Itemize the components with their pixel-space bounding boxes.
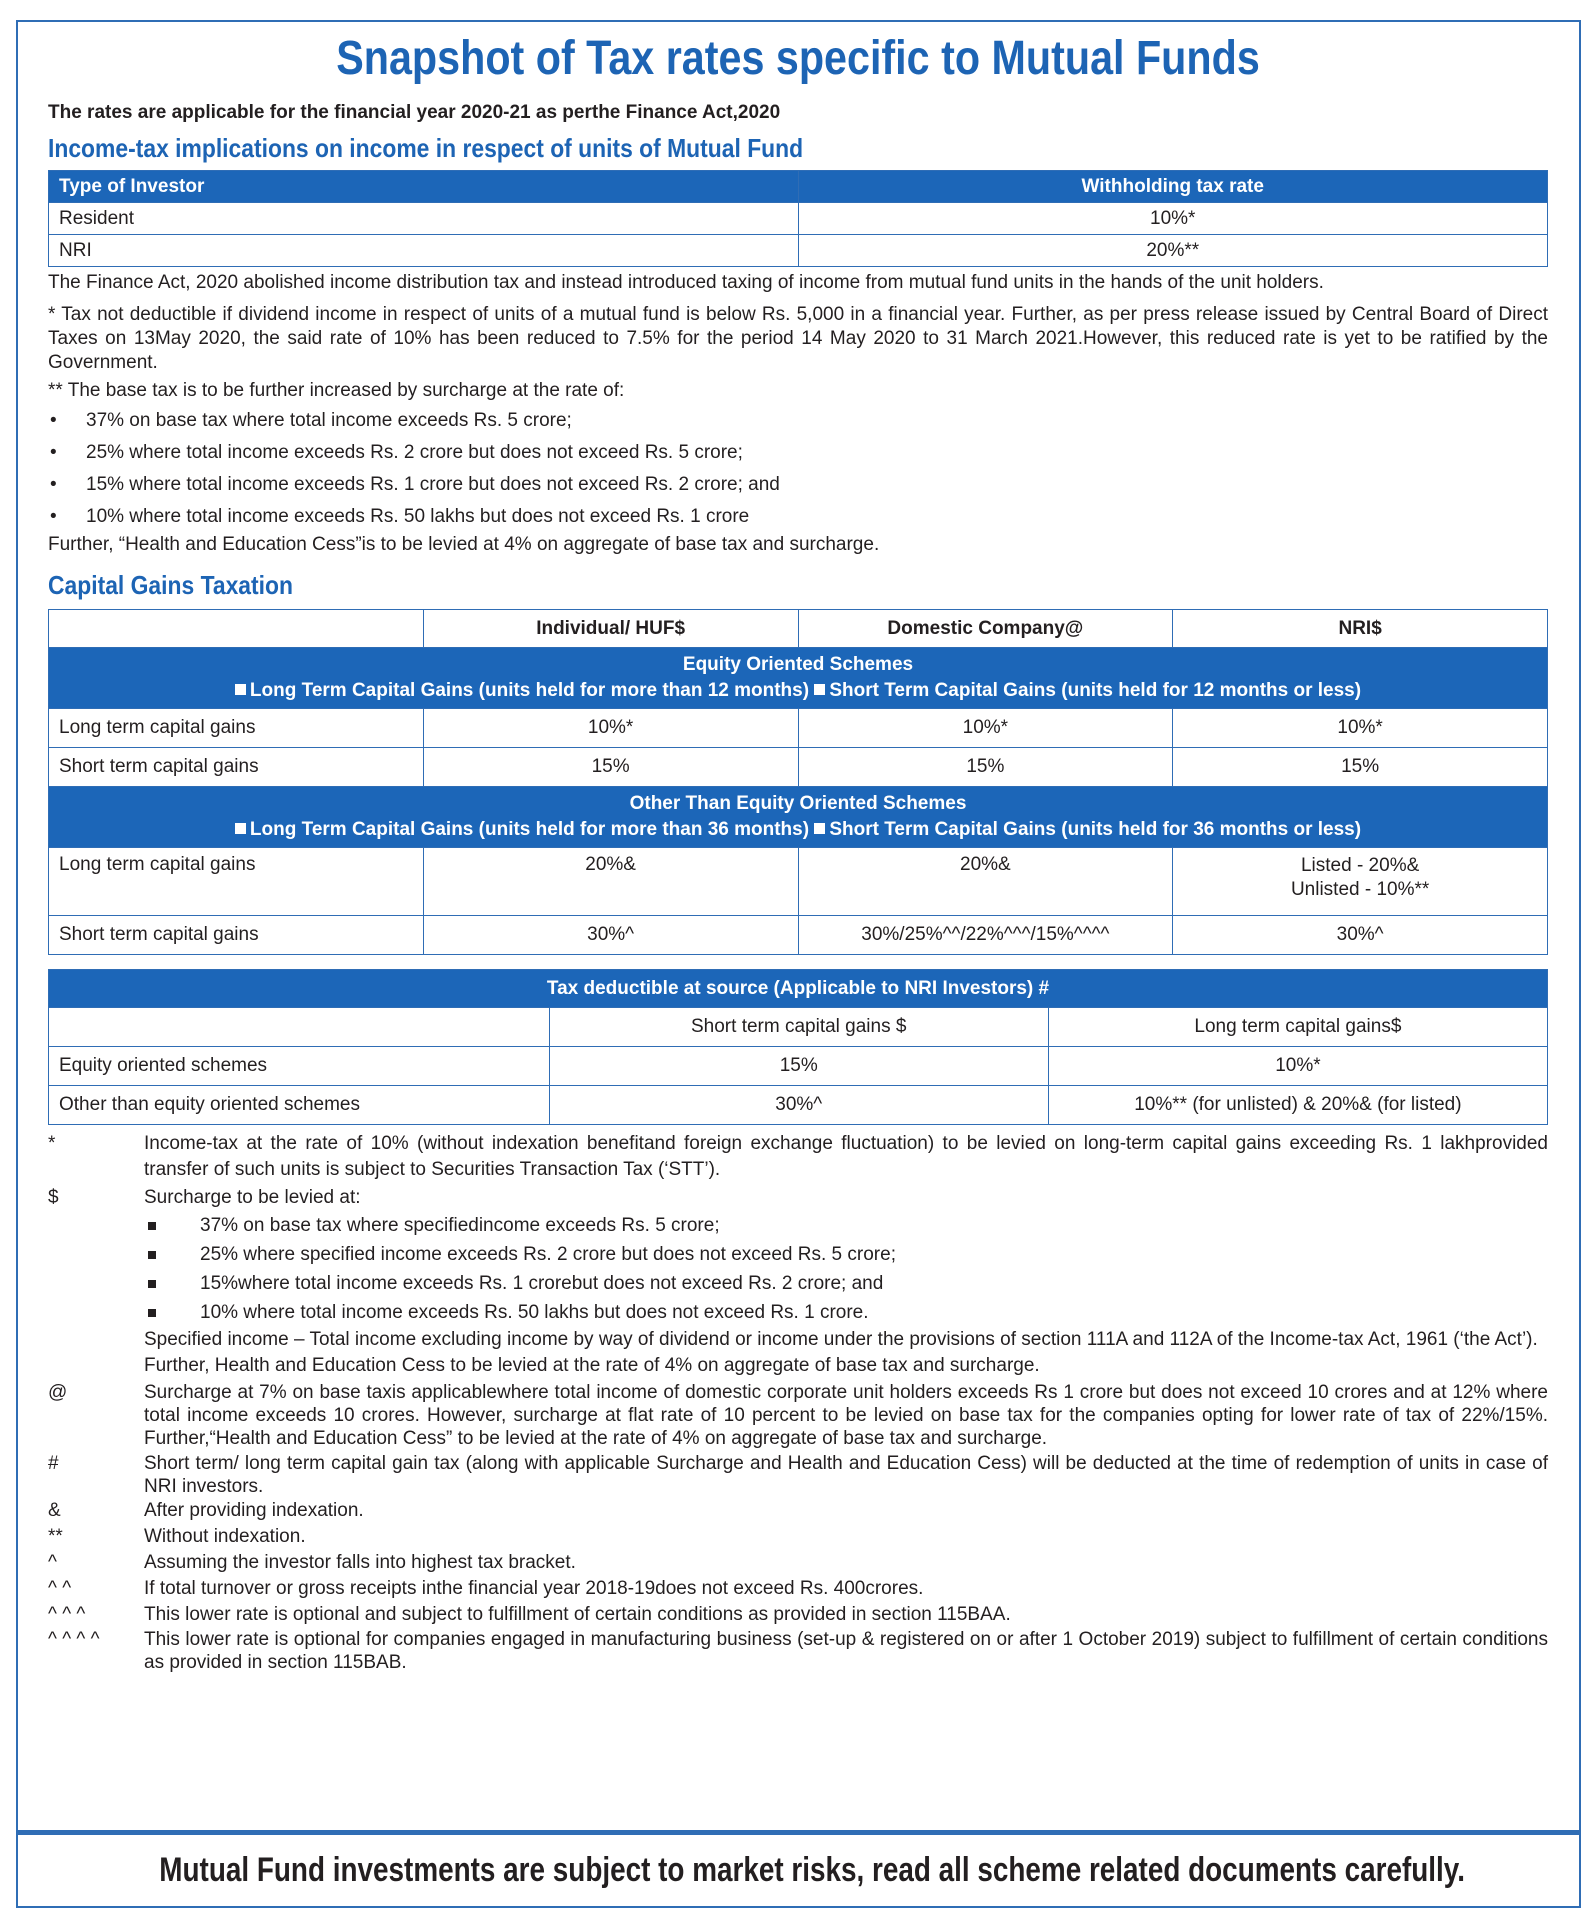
table-row — [49, 235, 1548, 267]
table-row — [49, 748, 1548, 787]
cell-ltcg: 10%* — [1048, 1047, 1547, 1086]
other-stcg-definition: Short Term Capital Gains (units held for 36 months or less) — [829, 819, 1362, 840]
disclaimer: Mutual Fund investments are subject to market risks, read all scheme related documents carefully. — [159, 1851, 1465, 1889]
cell-company: 15% — [798, 748, 1173, 787]
footnote-hash — [48, 1452, 1548, 1498]
footnotes — [48, 1131, 1548, 1674]
row-label: Short term capital gains — [49, 748, 424, 787]
equity-schemes-title: Equity Oriented Schemes — [682, 654, 914, 675]
capital-gains-table — [48, 609, 1548, 955]
surcharge-list — [48, 405, 1548, 533]
cell-individual: 15% — [423, 748, 798, 787]
section-heading-capital-gains: Capital Gains Taxation — [48, 570, 293, 600]
square-bullet-icon — [148, 1222, 156, 1230]
cell-rate: 20%** — [798, 235, 1548, 267]
page-subtitle: The rates are applicable for the financial year 2020-21 as perthe Finance Act,2020 — [48, 102, 781, 123]
footnote-symbol: $ — [48, 1187, 59, 1208]
table-row — [49, 1047, 1548, 1086]
footnote-star — [48, 1131, 1548, 1183]
withholding-table — [48, 170, 1548, 267]
col-header-individual: Individual/ HUF$ — [423, 610, 798, 648]
cell-individual: 20%& — [423, 848, 798, 916]
footnote-text: Assuming the investor falls into highest tax bracket. — [144, 1552, 576, 1573]
footnote-caret-1 — [48, 1550, 1548, 1576]
footnote-text: Surcharge at 7% on base taxis applicablewhere total income of domestic corporate unit holders exceeds Rs 1 crore but does not exceed 10 crores and at 12% where total income exceeds 10 crores. However, surcharge at flat rate of 10 percent to be levied on base tax for the companies opting for lower rate of tax of 22%/15%. Further,“Health and Education Cess” to be levied at the rate of 4% on aggregate of base tax and surcharge. — [144, 1382, 1548, 1449]
cell-ltcg: 10%** (for unlisted) & 20%& (for listed) — [1048, 1086, 1547, 1125]
cell-nri: 30%^ — [1173, 916, 1548, 955]
note-health-cess: Further, “Health and Education Cess”is to be levied at 4% on aggregate of base tax and surcharge. — [48, 534, 880, 555]
footnote-symbol: ^ ^ ^ — [48, 1604, 86, 1625]
footnote-symbol: # — [48, 1453, 59, 1474]
col-header-type-of-investor: Type of Investor — [49, 171, 799, 203]
footnote-caret-2 — [48, 1576, 1548, 1602]
footnote-symbol: ** — [48, 1526, 63, 1547]
nri-listed-rate: Listed - 20%& — [1300, 855, 1420, 876]
footnote-symbol: ^ — [48, 1552, 57, 1573]
footnote-text: Without indexation. — [144, 1526, 306, 1547]
cell-rate: 10%* — [798, 203, 1548, 235]
col-header-company: Domestic Company@ — [798, 610, 1173, 648]
col-header-stcg: Short term capital gains $ — [549, 1008, 1048, 1047]
list-item: • 25% where total income exceeds Rs. 2 crore but does not exceed Rs. 5 crore; — [48, 437, 1548, 469]
cell-investor-type: Resident — [49, 203, 799, 235]
footnote-surcharge-list — [144, 1211, 1548, 1327]
table-row — [49, 848, 1548, 916]
list-item: 15%where total income exceeds Rs. 1 crorebut does not exceed Rs. 2 crore; and — [144, 1269, 1548, 1298]
square-bullet-icon — [235, 684, 246, 695]
cell-stcg: 30%^ — [549, 1086, 1048, 1125]
cell-company: 10%* — [798, 709, 1173, 748]
footnote-text: Income-tax at the rate of 10% (without indexation benefitand foreign exchange fluctuation) to be levied on long-term capital gains exceeding Rs. 1 lakhprovided transfer of such units is subject to Securities Transaction Tax (‘STT’). — [144, 1133, 1548, 1180]
row-label: Long term capital gains — [49, 709, 424, 748]
footnote-symbol: ^ ^ ^ ^ — [48, 1629, 100, 1650]
list-item: • 10% where total income exceeds Rs. 50 lakhs but does not exceed Rs. 1 crore — [48, 501, 1548, 533]
note-finance-act: The Finance Act, 2020 abolished income distribution tax and instead introduced taxing of income from mutual fund units in the hands of the unit holders. — [48, 272, 1324, 293]
square-bullet-icon — [814, 823, 825, 834]
equity-stcg-definition: Short Term Capital Gains (units held for 12 months or less) — [829, 680, 1362, 701]
footnote-text: This lower rate is optional and subject to fulfillment of certain conditions as provided in section 115BAA. — [144, 1604, 1011, 1625]
other-schemes-banner — [49, 787, 1548, 848]
footnote-further — [48, 1353, 1548, 1379]
note-base-tax-surcharge: ** The base tax is to be further increased by surcharge at the rate of: — [48, 380, 625, 401]
row-label: Other than equity oriented schemes — [49, 1086, 550, 1125]
footnote-symbol: ^ ^ — [48, 1578, 72, 1599]
table-row — [49, 203, 1548, 235]
bullet-icon: • — [50, 410, 57, 431]
footnote-dollar — [48, 1185, 1548, 1211]
footnote-text: Short term/ long term capital gain tax (along with applicable Surcharge and Health and Education Cess) will be deducted at the time of redemption of units in case of NRI investors. — [144, 1453, 1548, 1497]
col-header-withholding-rate: Withholding tax rate — [798, 171, 1548, 203]
square-bullet-icon — [148, 1280, 156, 1288]
table-row — [49, 1086, 1548, 1125]
square-bullet-icon — [148, 1309, 156, 1317]
table-row — [49, 916, 1548, 955]
equity-schemes-banner — [49, 648, 1548, 709]
footnote-double-star — [48, 1524, 1548, 1550]
footnote-text: After providing indexation. — [144, 1500, 364, 1521]
list-item: • 37% on base tax where total income exceeds Rs. 5 crore; — [48, 405, 1548, 437]
square-bullet-icon — [814, 684, 825, 695]
list-item: 10% where total income exceeds Rs. 50 lakhs but does not exceed Rs. 1 crore. — [144, 1298, 1548, 1327]
row-label: Long term capital gains — [49, 848, 424, 916]
footnote-text: Surcharge to be levied at: — [144, 1187, 361, 1208]
square-bullet-icon — [235, 823, 246, 834]
bullet-icon: • — [50, 442, 57, 463]
empty-header-cell — [49, 610, 424, 648]
equity-ltcg-definition: Long Term Capital Gains (units held for more than 12 months) — [249, 680, 810, 701]
footnote-specified-income — [48, 1327, 1548, 1353]
cell-company: 20%& — [798, 848, 1173, 916]
footnote-amp — [48, 1498, 1548, 1524]
tds-header: Tax deductible at source (Applicable to NRI Investors) # — [49, 970, 1548, 1008]
cell-stcg: 15% — [549, 1047, 1048, 1086]
footnote-text: Further, Health and Education Cess to be levied at the rate of 4% on aggregate of base tax and surcharge. — [144, 1355, 1040, 1376]
tds-table — [48, 969, 1548, 1125]
page-title: Snapshot of Tax rates specific to Mutual Funds — [336, 32, 1260, 85]
bullet-icon: • — [50, 506, 57, 527]
other-schemes-title: Other Than Equity Oriented Schemes — [629, 793, 967, 814]
cell-nri — [1173, 848, 1548, 916]
section-heading-income-tax: Income-tax implications on income in respect of units of Mutual Fund — [48, 133, 804, 163]
other-ltcg-definition: Long Term Capital Gains (units held for more than 36 months) — [249, 819, 810, 840]
table-row — [49, 709, 1548, 748]
footnote-caret-4 — [48, 1628, 1548, 1674]
square-bullet-icon — [148, 1251, 156, 1259]
footnote-text: Specified income – Total income excluding income by way of dividend or income under the provisions of section 111A and 112A of the Income-tax Act, 1961 (‘the Act’). — [144, 1329, 1538, 1350]
footnote-symbol: * — [48, 1133, 56, 1154]
empty-header-cell — [49, 1008, 550, 1047]
cell-nri: 15% — [1173, 748, 1548, 787]
bullet-icon: • — [50, 474, 57, 495]
content — [48, 28, 1548, 1674]
col-header-nri: NRI$ — [1173, 610, 1548, 648]
list-item: • 15% where total income exceeds Rs. 1 crore but does not exceed Rs. 2 crore; and — [48, 469, 1548, 501]
footnote-text: This lower rate is optional for companies engaged in manufacturing business (set-up & registered on or after 1 October 2019) subject to fulfillment of certain conditions as provided in section 115BAB. — [144, 1629, 1548, 1673]
footnote-caret-3 — [48, 1602, 1548, 1628]
list-item: 37% on base tax where specifiedincome exceeds Rs. 5 crore; — [144, 1211, 1548, 1240]
cell-individual: 10%* — [423, 709, 798, 748]
footnote-symbol: & — [48, 1500, 61, 1521]
cell-company: 30%/25%^^/22%^^^/15%^^^^ — [798, 916, 1173, 955]
row-label: Short term capital gains — [49, 916, 424, 955]
cell-investor-type: NRI — [49, 235, 799, 267]
cell-nri: 10%* — [1173, 709, 1548, 748]
cell-individual: 30%^ — [423, 916, 798, 955]
col-header-ltcg: Long term capital gains$ — [1048, 1008, 1547, 1047]
footnote-symbol: @ — [48, 1382, 68, 1403]
row-label: Equity oriented schemes — [49, 1047, 550, 1086]
nri-unlisted-rate: Unlisted - 10%** — [1290, 879, 1430, 900]
list-item: 25% where specified income exceeds Rs. 2 crore but does not exceed Rs. 5 crore; — [144, 1240, 1548, 1269]
footnote-at — [48, 1381, 1548, 1450]
note-tax-not-deductible: * Tax not deductible if dividend income in respect of units of a mutual fund is below Rs. 5,000 in a financial year. Further, as per press release issued by Central Board of Direct Taxes on 13May 2020, the said rate of 10% has been reduced to 7.5% for the period 14 May 2020 to 31 March 2021.However, this reduced rate is yet to be ratified by the Government. — [48, 304, 1548, 373]
footnote-text: If total turnover or gross receipts inthe financial year 2018-19does not exceed Rs. 400crores. — [144, 1578, 924, 1599]
